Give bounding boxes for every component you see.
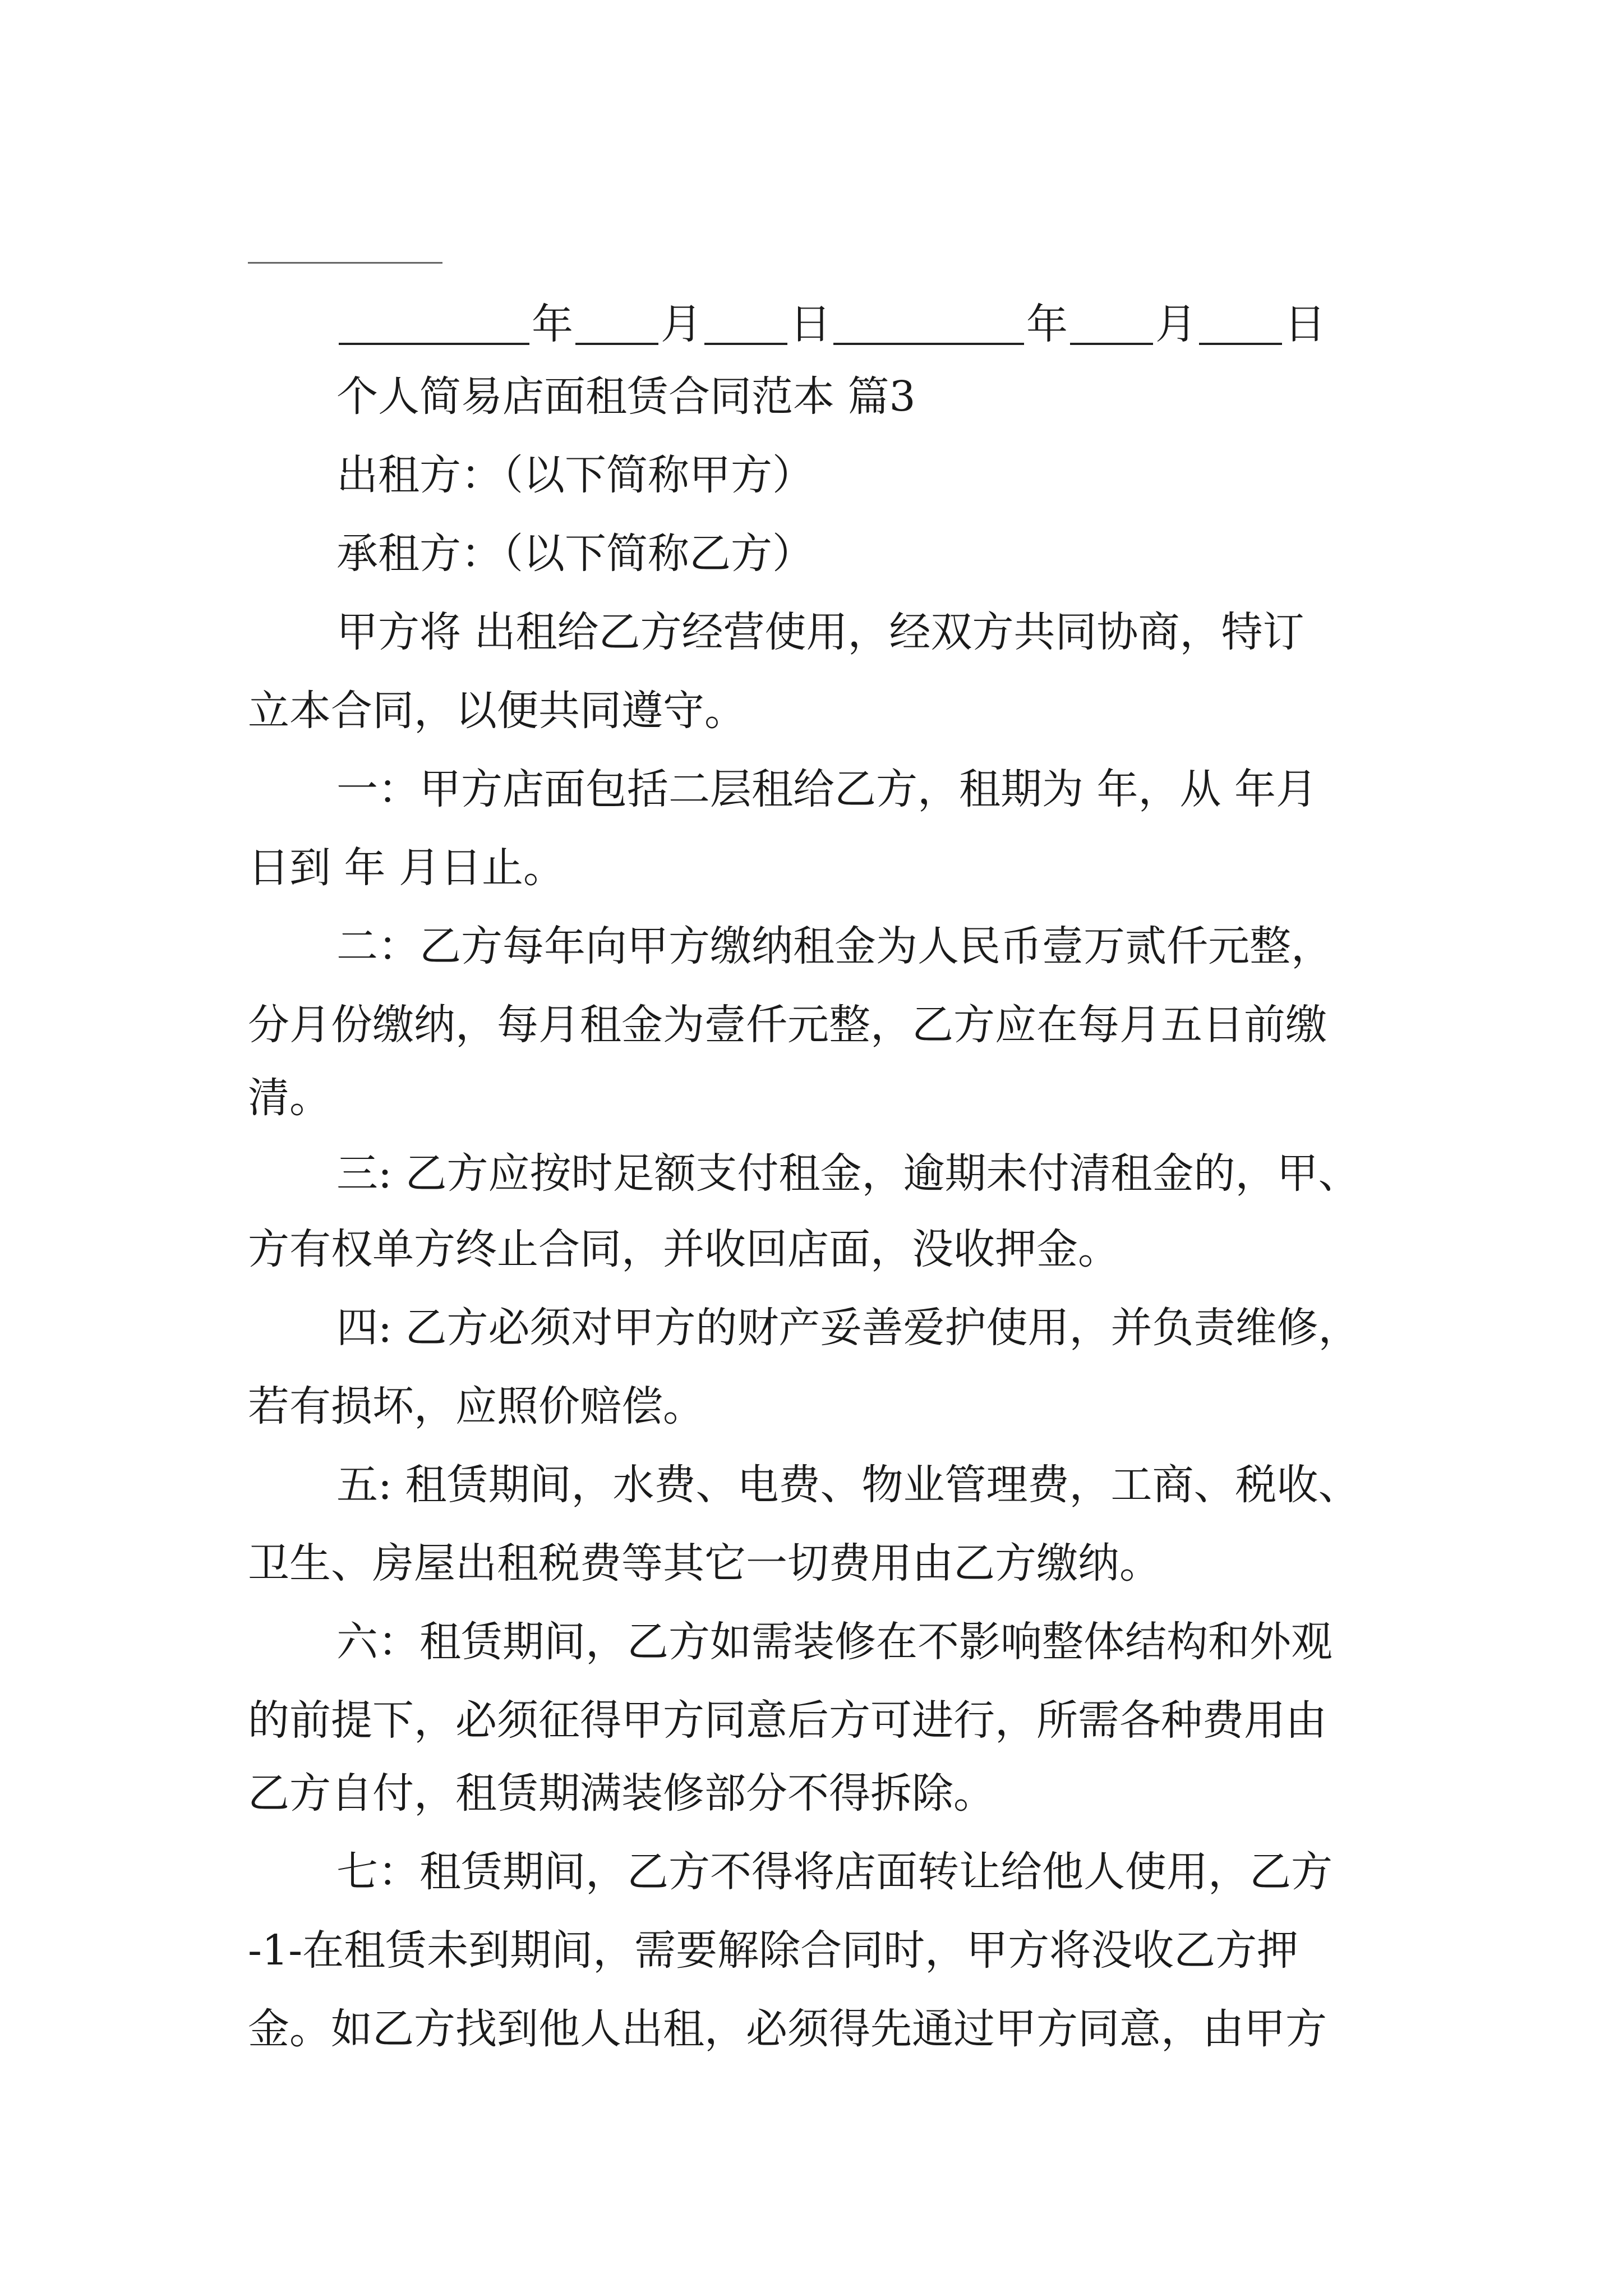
month-label: 月: [661, 300, 702, 348]
date-line: [336, 300, 1391, 348]
lessor-line: 出租方：（以下简称甲方）: [336, 451, 814, 499]
year-blank: [339, 303, 529, 345]
body-line: 立本合同，以便共同遵守。: [248, 687, 746, 735]
clause-4-line: 若有损坏，应照价赔偿。: [248, 1382, 704, 1430]
day-label: 日: [1284, 300, 1326, 348]
clause-1-line: 一：甲方店面包括二层租给乙方，租期为 年，从 年月: [336, 765, 1318, 813]
clause-6-line: 乙方自付，租赁期满装修部分不得拆除。: [248, 1769, 995, 1818]
contract-heading: 个人简易店面租赁合同范本 篇3: [336, 372, 916, 421]
day-label: 日: [790, 300, 831, 348]
year-label: 年: [1026, 300, 1068, 348]
month-blank: [1070, 303, 1153, 345]
header-rule: [248, 262, 442, 264]
clause-5-line: 卫生、房屋出租税费等其它一切费用由乙方缴纳。: [248, 1539, 1161, 1588]
year-label: 年: [532, 300, 573, 348]
body-line: 甲方将 出租给乙方经营使用，经双方共同协商，特订: [336, 608, 1304, 656]
clause-2-line: 二：乙方每年向甲方缴纳租金为人民币壹万贰仟元整，: [336, 922, 1332, 970]
clause-6-line: 的前提下，必须征得甲方同意后方可进行，所需各种费用由: [248, 1696, 1327, 1745]
lessee-line: 承租方：（以下简称乙方）: [336, 530, 814, 578]
month-label: 月: [1155, 300, 1197, 348]
year-blank: [833, 303, 1024, 345]
clause-6-line: 六：租赁期间，乙方如需装修在不影响整体结构和外观: [336, 1618, 1332, 1666]
clause-3-line: 方有权单方终止合同，并收回店面，没收押金。: [248, 1225, 1119, 1273]
clause-3-line: 三: 乙方应按时足额支付租金，逾期未付清租金的，甲、: [336, 1149, 1360, 1198]
clause-2-line: 分月份缴纳，每月租金为壹仟元整，乙方应在每月五日前缴: [248, 1001, 1327, 1049]
clause-7-line: -1-在租赁未到期间，需要解除合同时，甲方将没收乙方押: [248, 1926, 1299, 1975]
day-blank: [1199, 303, 1282, 345]
clause-4-line: 四: 乙方必须对甲方的财产妥善爱护使用，并负责维修，: [336, 1304, 1360, 1352]
clause-5-line: 五: 租赁期间，水费、电费、物业管理费，工商、税收、: [336, 1461, 1360, 1509]
month-blank: [575, 303, 658, 345]
clause-2-line: 清。: [248, 1074, 331, 1122]
clause-7-line: 金。如乙方找到他人出租，必须得先通过甲方同意，由甲方: [248, 2005, 1327, 2053]
clause-7-line: 七：租赁期间，乙方不得将店面转让给他人使用，乙方: [336, 1848, 1332, 1896]
clause-1-line: 日到 年 月日止。: [248, 844, 565, 892]
day-blank: [704, 303, 787, 345]
